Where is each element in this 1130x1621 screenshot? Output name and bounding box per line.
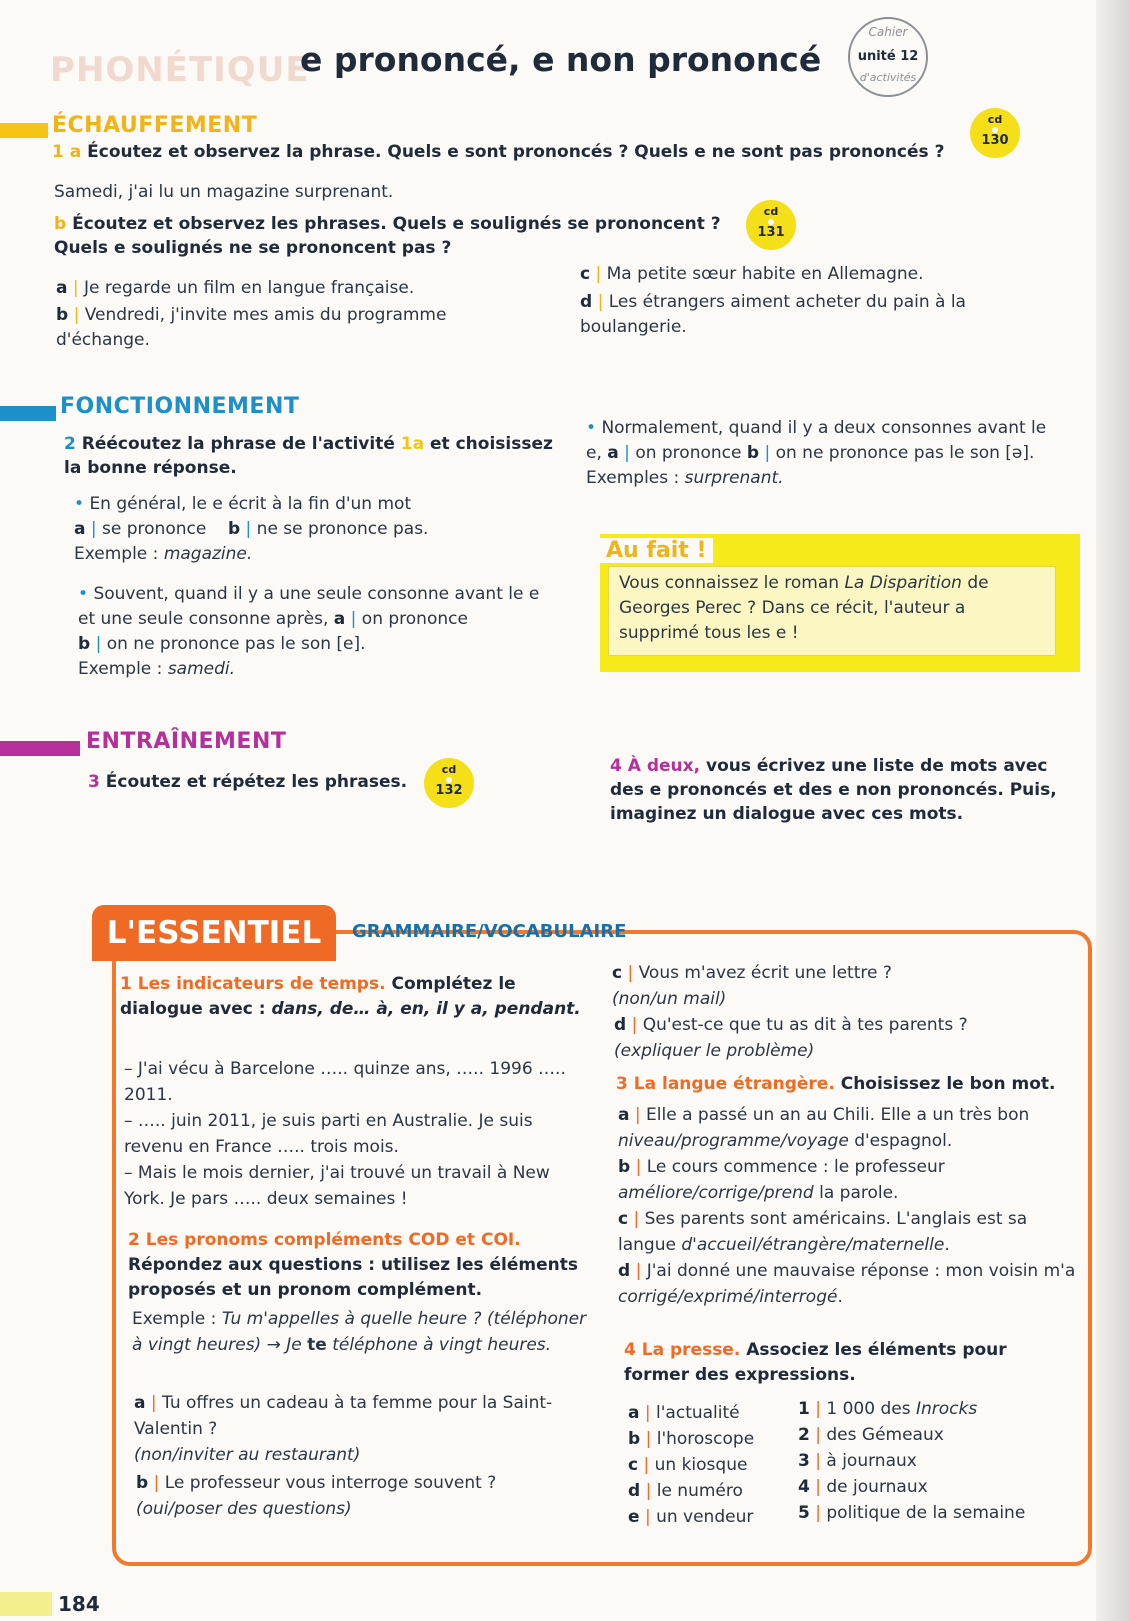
ess-ex2-example: Exemple : Tu m'appelles à quelle heure ? (téléphoner à vingt heures) → Je te téléphone à vingt heures.	[132, 1309, 587, 1355]
cd-badge-132: cd 132	[424, 758, 474, 808]
section-bar-fonctionnement	[0, 406, 56, 421]
ess-ex2-item-b: b | Le professeur vous interroge souvent ? (oui/poser des questions)	[136, 1473, 497, 1519]
ess-ex2-item-a: a | Tu offres un cadeau à ta femme pour la Saint-Valentin ? (non/inviter au restaurant)	[134, 1393, 553, 1465]
section-ghost-title: PHONÉTIQUE	[50, 50, 310, 90]
cd-badge-131: cd 131	[746, 200, 796, 250]
cahier-stamp	[848, 17, 928, 97]
rule-bullet-3: • Normalement, quand il y a deux consonnes avant le e, a | on prononce b | on ne prononce pas le son [ə]. Exemples : surprenant.	[586, 418, 1047, 488]
ess-ex2-heading: 2 Les pronoms compléments COD et COI. Répondez aux questions : utilisez les éléments proposés et un pronom complément.	[128, 1230, 578, 1300]
ex1b-item-d: d | Les étrangers aiment acheter du pain à la boulangerie.	[580, 292, 966, 337]
ex1b-item-b: b | Vendredi, j'invite mes amis du programme d'échange.	[56, 305, 447, 350]
rule-bullet-2: • Souvent, quand il y a une seule consonne avant le e et une seule consonne après, a | on prononce b | on ne prononce pas le son [e]. Exemple : samedi.	[78, 584, 540, 679]
ess-ex3-heading: 3 La langue étrangère. Choisissez le bon mot.	[616, 1074, 1056, 1094]
ess-ex2-item-d: d | Qu'est-ce que tu as dit à tes parents ? (expliquer le problème)	[614, 1015, 968, 1061]
question-3: 3 Écoutez et répétez les phrases.	[88, 772, 408, 792]
ess-ex4-left-list: a | l'actualité b | l'horoscope c | un kiosque d | le numéro e | un vendeur	[628, 1403, 755, 1527]
page-number-bar	[0, 1592, 52, 1616]
au-fait-title: Au fait !	[600, 538, 713, 563]
au-fait-text: Vous connaissez le roman La Disparition de Georges Perec ? Dans ce récit, l'auteur a supprimé tous les e !	[608, 566, 1056, 656]
ess-ex3-items: a | Elle a passé un an au Chili. Elle a un très bon niveau/programme/voyage d'espagnol. b | Le cours commence : le professeur améliore/corrige/prend la parole. c | Ses parents sont américains. L'anglais est sa langue d'accueil/étrangère/maternelle. d | J'ai donné une mauvaise réponse : mon voisin m'a corrigé/exprimé/interrogé.	[618, 1105, 1076, 1307]
essentiel-subtitle: GRAMMAIRE/VOCABULAIRE	[352, 921, 627, 942]
section-bar-entrainement	[0, 741, 80, 756]
cd-badge-130: cd 130	[970, 108, 1020, 158]
ess-ex1-heading: 1 Les indicateurs de temps. Complétez le dialogue avec : dans, de… à, en, il y a, pendant.	[120, 974, 581, 1019]
page-edge-shadow	[1096, 0, 1130, 1621]
section-title-fonctionnement: FONCTIONNEMENT	[60, 394, 300, 419]
ex1b-item-c: c | Ma petite sœur habite en Allemagne.	[580, 264, 924, 284]
question-1b: b Écoutez et observez les phrases. Quels e soulignés se prononcent ? Quels e soulignés ne se prononcent pas ?	[54, 214, 721, 258]
section-title-echauffement: ÉCHAUFFEMENT	[52, 113, 258, 138]
stamp-bottom: d'activités	[859, 71, 917, 84]
ex1b-item-a: a | Je regarde un film en langue française.	[56, 278, 415, 298]
section-bar-echauffement	[0, 123, 48, 138]
page-number: 184	[58, 1592, 100, 1616]
ess-ex2-item-c: c | Vous m'avez écrit une lettre ? (non/un mail)	[612, 963, 892, 1009]
rule-bullet-1: • En général, le e écrit à la fin d'un mot a | se prononce b | ne se prononce pas. Exemple : magazine.	[74, 494, 429, 564]
ess-ex4-heading: 4 La presse. Associez les éléments pour former des expressions.	[624, 1340, 1007, 1385]
stamp-middle: unité 12	[857, 49, 919, 64]
page-title: e prononcé, e non prononcé	[300, 40, 822, 79]
question-2: 2 Réécoutez la phrase de l'activité 1a et choisissez la bonne réponse.	[64, 434, 553, 478]
stamp-top: Cahier	[868, 25, 908, 39]
ess-ex4-right-list: 1 | 1 000 des Inrocks 2 | des Gémeaux 3 | à journaux 4 | de journaux 5 | politique de la semaine	[798, 1399, 1026, 1523]
question-1a: 1 a Écoutez et observez la phrase. Quels e sont prononcés ? Quels e ne sont pas prononcés ?	[52, 142, 945, 162]
question-4: 4 À deux, vous écrivez une liste de mots avec des e prononcés et des e non prononcés. Puis, imaginez un dialogue avec ces mots.	[610, 756, 1057, 824]
essentiel-tab: L'ESSENTIEL	[92, 905, 336, 961]
ess-ex1-dialogue: – J'ai vécu à Barcelone ….. quinze ans, ….. 1996 ….. 2011. – ….. juin 2011, je suis parti en Australie. Je suis revenu en France ….. trois mois. – Mais le mois dernier, j'ai trouvé un travail à New York. Je pars ….. deux semaines !	[124, 1059, 566, 1209]
section-title-entrainement: ENTRAÎNEMENT	[86, 729, 287, 754]
sample-sentence: Samedi, j'ai lu un magazine surprenant.	[54, 182, 394, 202]
